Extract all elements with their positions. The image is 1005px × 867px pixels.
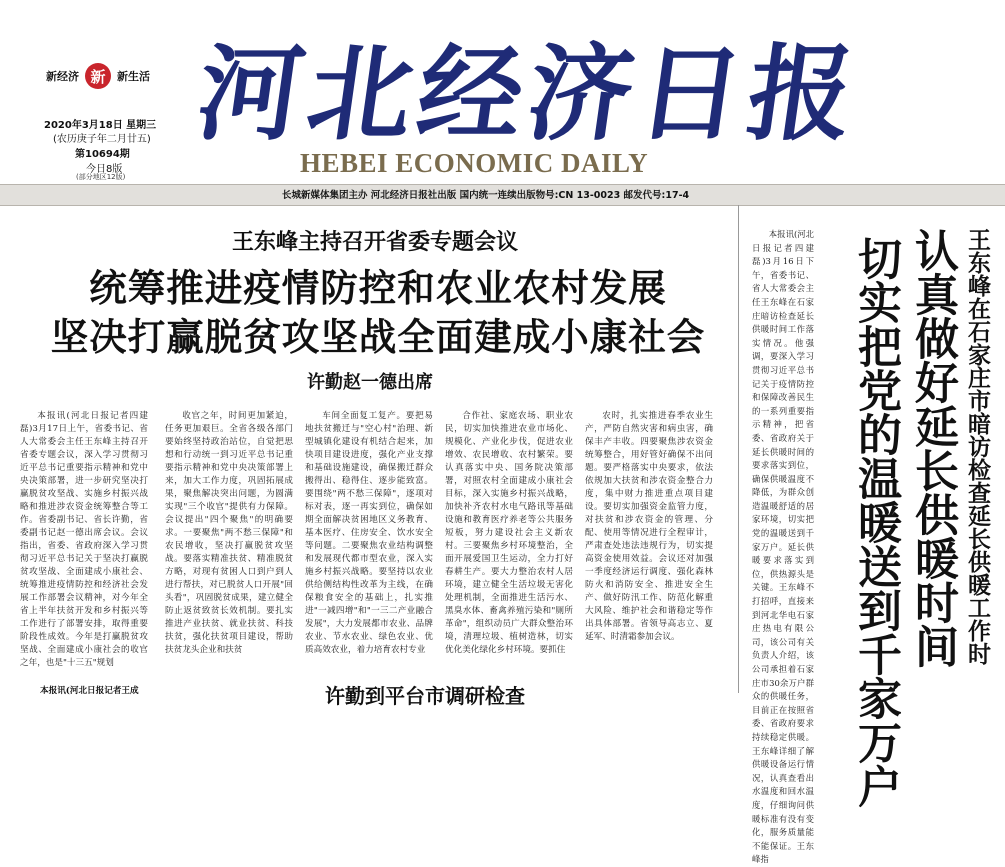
article-column-text: 农时，扎实推进春季农业生产，严防自然灾害和病虫害，确保丰产丰收。四要聚焦涉农资金统筹整合，用好管好确保不出问题。要严格落实中央要求，依法依规加大扶贫和涉农资金整合力度，集中财力推进重点项目建设。要切实加强资金监管力度，对扶贫和涉农资金的管理、分配、使用等情况进行全程审计，严肃查处违法违规行为，切实提高资金使用效益。会议还对加强一季度经济运行调度、强化森林防火和消防安全、推进安全生产、做好防汛工作、防范化解重大风险、维护社会和谐稳定等作出具体部署。省领导高志立、夏延军、时清霜参加会议。 <box>585 411 713 642</box>
article-column-text: 合作社、家庭农场、职业农民，切实加快推进农业市场化、规模化、产业化步伐，促进农业增效、农民增收、农村繁荣。要认真落实中央、国务院决策部署，对照农村全面建成小康社会目标，深入实施乡村振兴战略，加快补齐农村水电气路讯等基础设施和教育医疗养老等公共服务短板，努力建设社会主义新农村。三要聚焦乡村环境整治，全面开展爱国卫生运动，全力打好春耕生产。要大力整治农村人居环境，建立健全生活垃圾无害化处理机制，全面推进生活污水、黑臭水体、畜禽养殖污染和"厕所革命"，组织动员广大群众整治环境，清理垃圾、植树造林，切实优化美化绿化乡村环境。要抓住 <box>445 411 573 655</box>
issue-pages: 今日8版 <box>86 164 123 175</box>
lead-headline-2[interactable]: 坚决打赢脱贫攻坚战全面建成小康社会 <box>50 315 706 359</box>
masthead-title[interactable]: 河北经济日报 <box>190 32 868 155</box>
issue-date: 2020年3月18日 星期三 <box>44 120 157 131</box>
issue-pages-note: (部分地区12版) <box>76 173 126 181</box>
side-article-text: 本报讯(河北日报记者四建磊)3月16日下午，省委书记、省人大常委会主任王东峰在石家庄暗访检查延长供暖时间工作落实情况。他强调，要深入学习贯彻习近平总书记关于疫情防控和保障改善民生的一系列重要指示精神，把省委、省政府关于延长供暖时间的要求落实到位，确保供暖温度不降低，为群众创造温暖舒适的居家环境，切实把党的温暖送到千家万户。延长供暖要求落实到位，供热源头是关键。王东峰不打招呼，直接来到河北华电石家庄热电有限公司，该公司有关负责人介绍，该公司承担着石家庄市30余万户群众的供暖任务，目前正在按照省委、省政府要求持续稳定供暖。王东峰详细了解供暖设备运行情况，认真查看出水温度和回水温度，仔细询问供暖标准有没有变化，服务质量能不能保证。王东峰指 <box>752 229 814 865</box>
bottom-article-lead: 本报讯(河北日报记者王成 <box>40 686 139 696</box>
slogan-left: 新经济 <box>46 70 79 83</box>
article-column-text: 收官之年，时间更加紧迫，任务更加艰巨。全省各级各部门要始终坚持政治站位，自觉把思想和行动统一到习近平总书记重要指示精神和党中央决策部署上来，加大工作力度，巩固拓展成果，聚焦解决突出问题，为圆满实现"三个收官"提供有力保障。会议提出"四个聚焦"的明确要求。一要聚焦"两不愁三保障"和农民增收，坚决打赢脱贫攻坚战。要落实精准扶贫、精准脱贫方略，对现有贫困人口到户到人进行帮扶，对已脱贫人口开展"回头看"，巩固脱贫成果，建立健全防止返贫致贫长效机制。要扎实推进产业扶贫、就业扶贫、科技扶贫，强化扶贫项目建设，帮助扶贫龙头企业和扶贫 <box>165 411 293 655</box>
publisher-info-text: 长城新媒体集团主办 河北经济日报社出版 国内统一连续出版物号:CN 13-0023 邮发代号:17-4 <box>282 190 690 201</box>
issue-number: 第10694期 <box>75 149 130 160</box>
side-article-body <box>752 228 814 865</box>
bottom-headline[interactable]: 许勤到平台市调研检查 <box>325 684 525 708</box>
lead-headline-1[interactable]: 统筹推进疫情防控和农业农村发展 <box>89 266 667 310</box>
article-column-text: 车间全面复工复产。要把易地扶贫搬迁与"空心村"治理、新型城镇化建设有机结合起来，加快项目建设进度，强化产业支撑和基础设施建设，确保搬迁群众搬得出、稳得住、逐步能致富。要围绕"两不愁三保障"，逐项对标对表，逐一再实到位，确保如期全面解决贫困地区义务教育、基本医疗、住房安全、饮水安全等问题。二要聚焦农业结构调整和发展现代都市型农业，深入实施乡村振兴战略。要坚持以农业供给侧结构性改革为主线，在确保粮食安全的基础上，扎实推进"一减四增"和"一三二产业融合发展"，大力发展都市农业、品牌农业、节水农业、绿色农业、优质高效农业，着力培育农村专业 <box>305 411 433 655</box>
column-divider <box>738 205 739 693</box>
slogan-right: 新生活 <box>117 70 150 83</box>
side-headline-2[interactable]: 认真做好延长供暖时间 <box>907 228 958 668</box>
article-column-3 <box>305 410 433 670</box>
masthead-slogan <box>46 63 150 89</box>
side-headline-3[interactable]: 切实把党的温暖送到千家万户 <box>850 236 901 808</box>
article-column-5 <box>585 410 713 670</box>
masthead-english-title: HEBEI ECONOMIC DAILY <box>300 148 649 178</box>
lead-subhead: 许勤赵一德出席 <box>307 372 433 393</box>
issue-lunar-date: (农历庚子年二月廿五) <box>53 134 151 145</box>
lead-kicker: 王东峰主持召开省委专题会议 <box>231 230 518 255</box>
article-column-text: 本报讯(河北日报记者四建磊)3月17日上午，省委书记、省人大常委会主任王东峰主持召开省委专题会议，深入学习贯彻习近平总书记重要指示精神和党中央决策部署，进一步研究坚决打赢脱贫攻坚战、实施乡村振兴战略和推进涉农资金统筹整合等工作。省委副书记、省长许勤，省委副书记赵一德出席会议。会议指出，省委、省政府深入学习贯彻习近平总书记关于坚决打赢脱贫攻坚战、全面建成小康社会、统筹推进疫情防控和经济社会发展工作部署会议精神，对今年全省上半年扶贫开发和乡村振兴等工作进行了部署安排，取得重要阶段性成效。今年是打赢脱贫攻坚战、全面建成小康社会的收官之年，也是"十三五"规划 <box>20 411 148 668</box>
article-column-4 <box>445 410 573 670</box>
xin-seal-icon: 新 <box>85 63 111 89</box>
article-column-1 <box>20 410 148 670</box>
side-headline-1[interactable]: 王东峰在石家庄市暗访检查延长供暖工作时 <box>964 228 990 665</box>
article-column-2 <box>165 410 293 670</box>
